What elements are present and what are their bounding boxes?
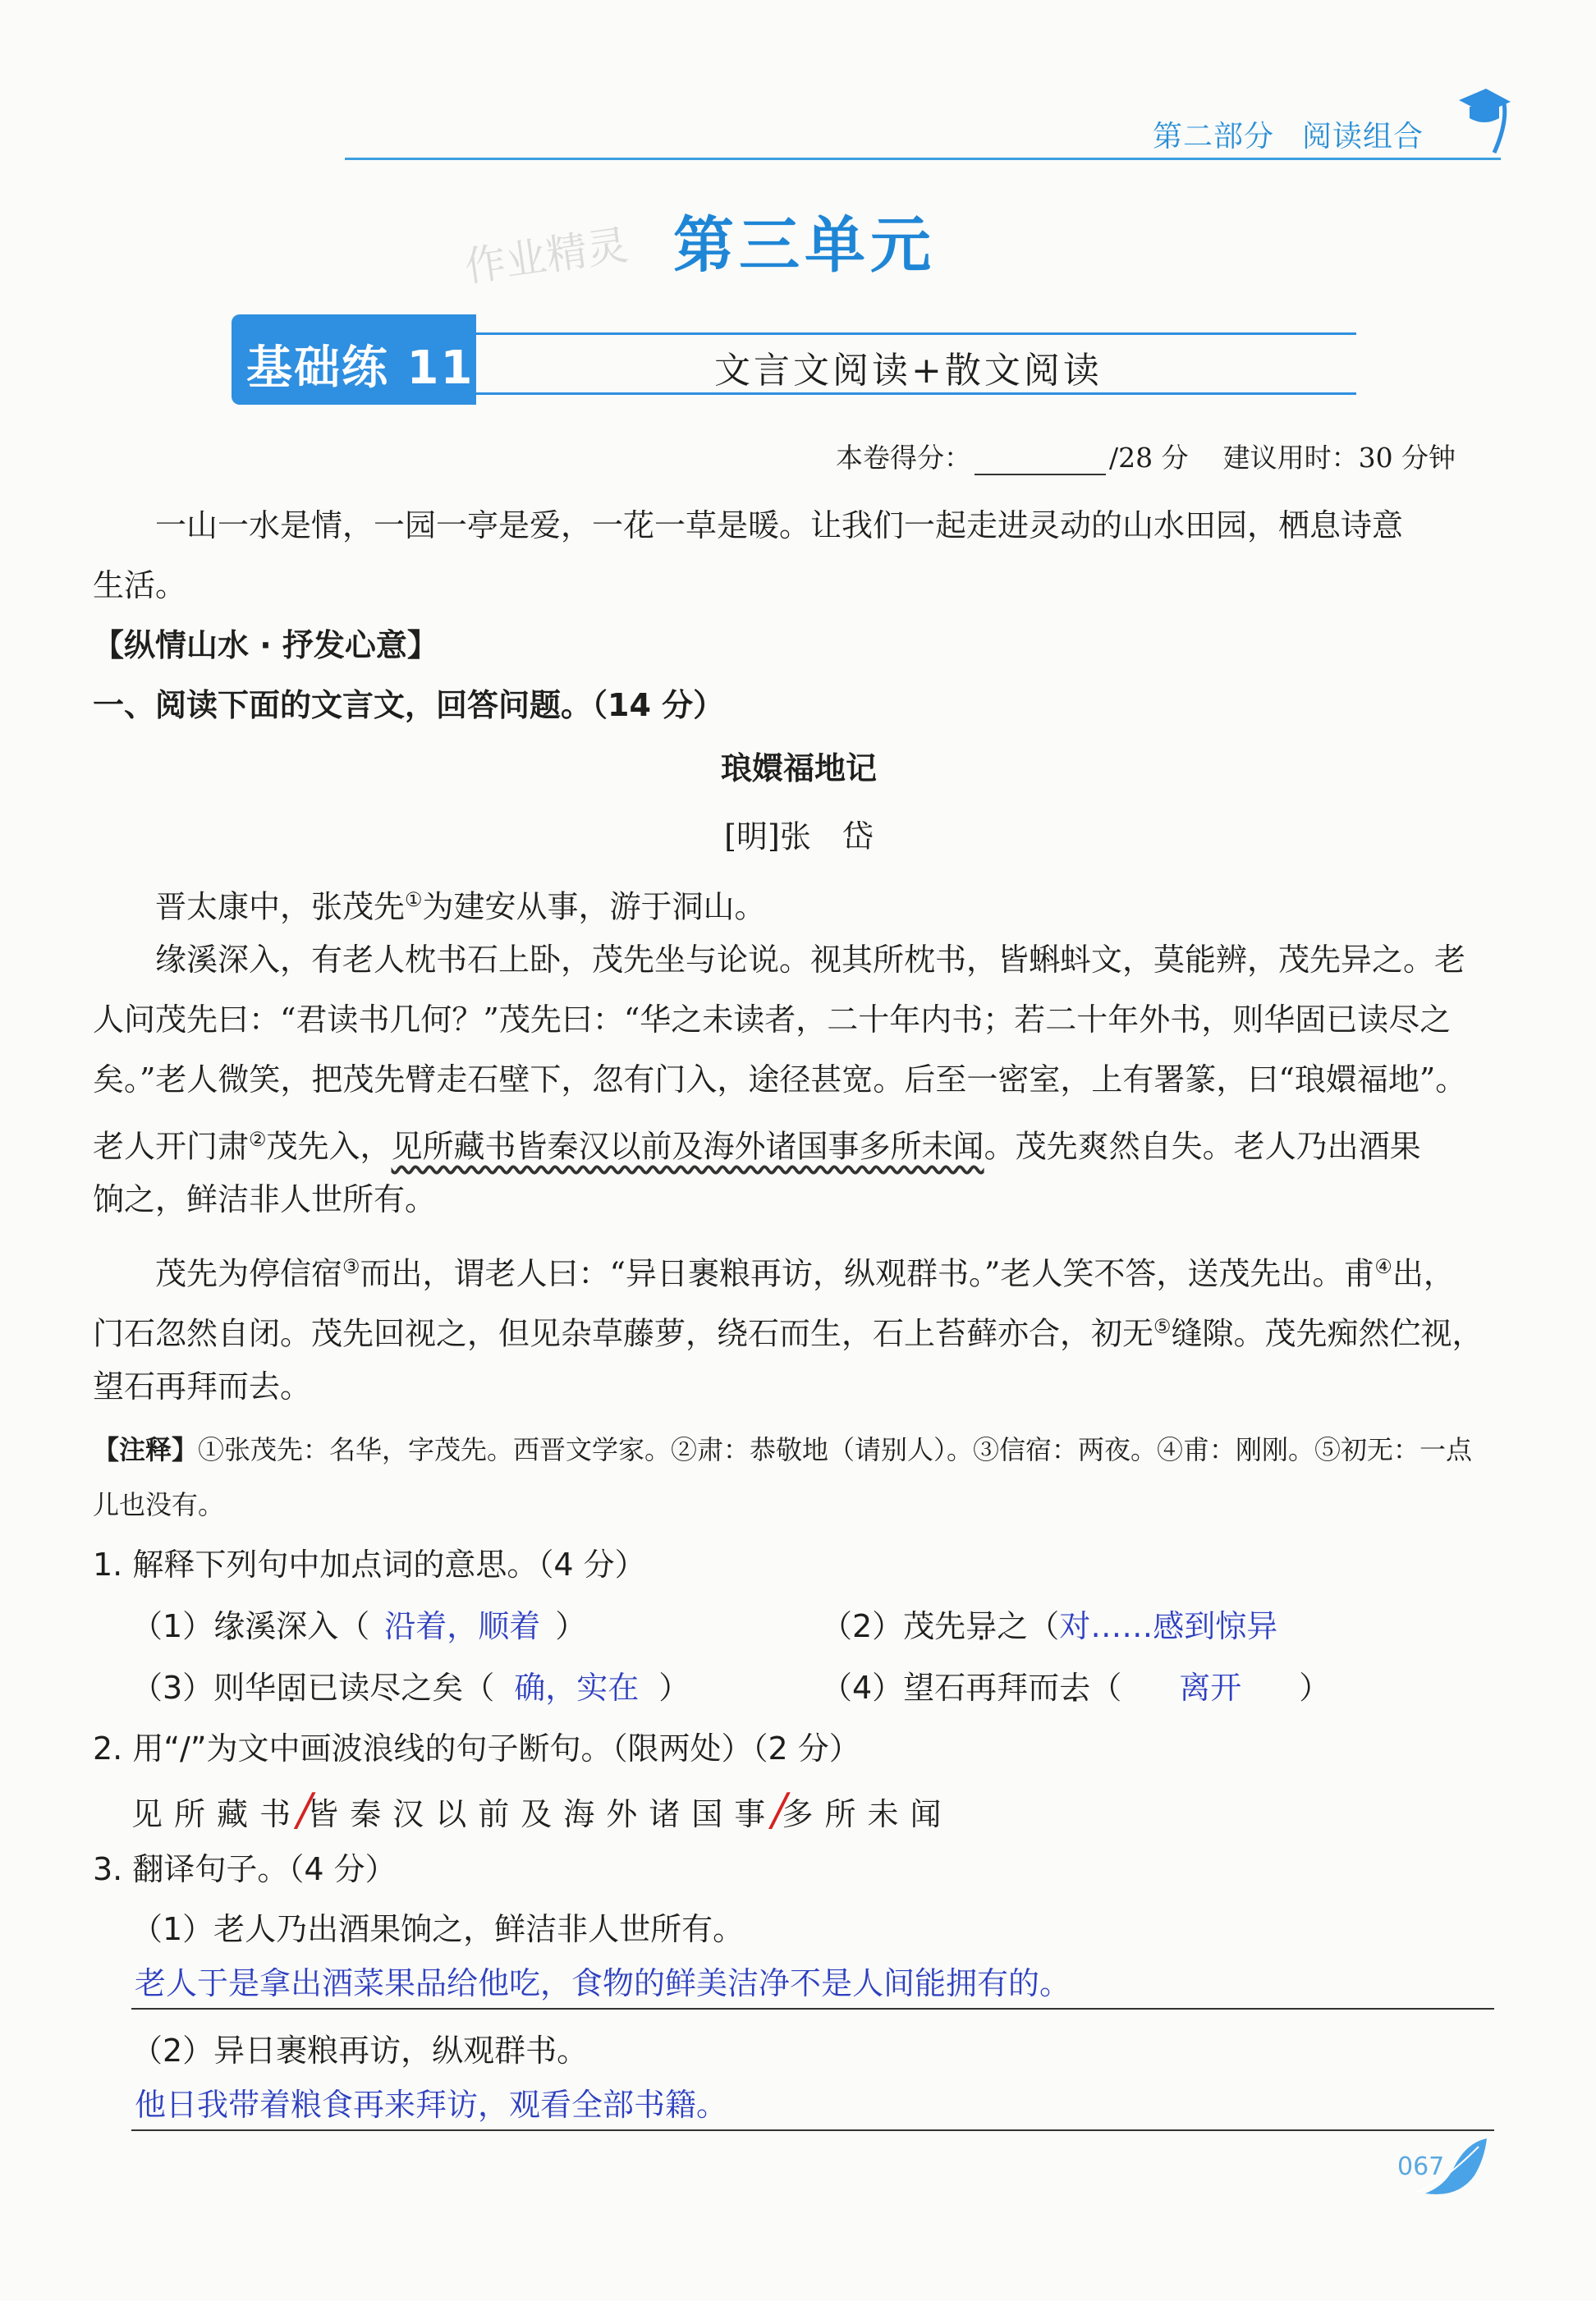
text: ） — [1299, 1670, 1331, 1706]
passage-p1 — [93, 870, 1505, 937]
dotted-char: 缘 — [213, 1608, 245, 1644]
banner-rule-top — [476, 332, 1356, 335]
answer-line-2 — [131, 2129, 1494, 2131]
passage-title: 琅嬛福地记 — [720, 750, 877, 786]
q2-sentence — [131, 1780, 1543, 1845]
notes-line-1 — [93, 1420, 1505, 1480]
text: ） — [658, 1670, 690, 1706]
text: 茂先入， — [266, 1128, 392, 1165]
watermark: 作业精灵 — [461, 221, 631, 291]
header-breadcrumb — [1125, 113, 1424, 155]
header-part: 第二部分 — [1152, 120, 1274, 154]
score-line — [836, 437, 1456, 475]
text: 已读尽之矣（ — [307, 1670, 495, 1706]
text: （1） — [131, 1608, 214, 1644]
score-total: /28 分 — [1109, 442, 1189, 474]
q1-answer-2: 对……感到惊异 — [1059, 1608, 1278, 1644]
note-ref: ④ — [1374, 1255, 1392, 1278]
question-heading: 一、阅读下面的文言文，回答问题。（14 分） — [93, 687, 725, 723]
passage-author: [明]张 岱 — [724, 818, 874, 855]
q3-sentence-2: （2）异日裹粮再访，纵观群书。 — [131, 2033, 589, 2069]
text: 出， — [1392, 1255, 1455, 1292]
answer-line-1 — [131, 2008, 1494, 2010]
text: 晋太康中，张茂先 — [155, 888, 406, 925]
passage-p2-line1: 缘溪深入，有老人枕书石上卧，茂先坐与论说。视其所枕书，皆蝌蚪文，莫能辨，茂先异之。老 — [155, 942, 1466, 978]
notes-line-2: 儿也没有。 — [93, 1489, 225, 1520]
dotted-char: 去 — [1059, 1670, 1091, 1706]
practice-subtitle: 文言文阅读+散文阅读 — [714, 350, 1103, 392]
text: （2）茂先 — [821, 1608, 966, 1644]
text: （ — [1090, 1670, 1122, 1706]
q2-stem: 2. 用“/”为文中画波浪线的句子断句。（限两处）（2 分） — [93, 1730, 860, 1767]
passage-p2-line5: 饷之，鲜洁非人世所有。 — [93, 1181, 437, 1217]
passage-p3-line2 — [93, 1297, 1505, 1364]
q2-segment-2: 皆秦汉以前及海外诸国事 — [307, 1796, 777, 1832]
q2-break-2: / — [772, 1784, 787, 1836]
passage-p2-line4 — [93, 1110, 1505, 1177]
text: 之（ — [997, 1608, 1060, 1644]
note-ref: ① — [405, 888, 423, 911]
wavy-underlined-sentence: 见所藏书皆秦汉以前及海外诸国事多所未闻 — [391, 1128, 984, 1165]
q1-answer-3: 确，实在 — [514, 1670, 640, 1706]
text: 老人开门肃 — [93, 1128, 250, 1165]
note-ref: ③ — [342, 1255, 360, 1278]
text: 门石忽然自闭。茂先回视之，但见杂草藤萝，绕石而生，石上苔藓亦合，初无 — [93, 1315, 1154, 1352]
score-blank[interactable] — [975, 449, 1106, 475]
q1-item-1 — [131, 1597, 788, 1657]
time-suggestion: 建议用时：30 分钟 — [1222, 442, 1456, 474]
notes-text: ①张茂先：名华，字茂先。西晋文学家。②肃：恭敬地（请别人）。③信宿：两夜。④甫：刚刚。⑤初无：一点 — [198, 1434, 1473, 1465]
practice-label: 基础练 11 — [246, 341, 475, 395]
q2-segment-3: 多所未闻 — [782, 1796, 953, 1832]
q3-answer-2: 他日我带着粮食再来拜访，观看全部书籍。 — [135, 2087, 728, 2123]
unit-title: 第三单元 — [673, 210, 936, 281]
text: 而出，谓老人曰：“异日裹粮再访，纵观群书。”老人笑不答，送茂先出。甫 — [360, 1255, 1375, 1292]
score-label: 本卷得分： — [836, 442, 971, 474]
dotted-char: 固 — [276, 1670, 308, 1706]
section-tag: 【纵情山水 · 抒发心意】 — [93, 627, 438, 663]
passage-p2-line3: 矣。”老人微笑，把茂先臂走石壁下，忽有门入，途径甚宽。后至一密室，上有署篆，曰“琅嬛福地”。 — [93, 1061, 1467, 1098]
passage-p3-line1 — [93, 1237, 1505, 1304]
q1-answer-4: 离开 — [1179, 1670, 1242, 1706]
header-section: 阅读组合 — [1301, 120, 1424, 154]
q2-break-1: / — [297, 1784, 313, 1836]
passage-p2-line2: 人问茂先曰：“君读书几何？”茂先曰：“华之未读者，二十年内书；若二十年外书，则华固已读尽之 — [93, 1002, 1452, 1038]
header-rule — [345, 158, 1501, 160]
note-ref: ⑤ — [1153, 1315, 1172, 1338]
text: 茂先为停信宿 — [155, 1255, 343, 1292]
q1-item-4 — [821, 1658, 1478, 1718]
notes-label: 【注释】 — [93, 1434, 199, 1465]
q1-item-3 — [131, 1658, 788, 1718]
text: 为建安从事，游于洞山。 — [422, 888, 766, 925]
q1-answer-1: 沿着，顺着 — [384, 1608, 541, 1644]
text: （4）望石再拜而 — [821, 1670, 1060, 1706]
q3-sentence-1: （1）老人乃出酒果饷之，鲜洁非人世所有。 — [131, 1911, 745, 1947]
intro-line-1: 一山一水是情，一园一亭是爱，一花一草是暖。让我们一起走进灵动的山水田园，栖息诗意 — [155, 507, 1404, 543]
page-number: 067 — [1397, 2152, 1445, 2181]
q3-answer-1: 老人于是拿出酒菜果品给他吃，食物的鲜美洁净不是人间能拥有的。 — [135, 1965, 1071, 2001]
text: 。茂先爽然自失。老人乃出酒果 — [984, 1128, 1421, 1165]
note-ref: ② — [249, 1128, 267, 1151]
intro-line-2: 生活。 — [93, 567, 187, 603]
dotted-char: 异 — [965, 1608, 998, 1644]
q2-segment-1: 见所藏书 — [131, 1796, 303, 1832]
graduation-cap-icon — [1455, 82, 1512, 156]
q3-stem: 3. 翻译句子。（4 分） — [93, 1851, 397, 1887]
q1-stem: 1. 解释下列句中加点词的意思。（4 分） — [93, 1547, 646, 1583]
passage-p3-line3: 望石再拜而去。 — [93, 1368, 312, 1405]
q1-item-2 — [821, 1597, 1478, 1657]
text: 缝隙。茂先痴然伫视， — [1171, 1315, 1484, 1352]
text: ） — [555, 1608, 587, 1644]
text: （3）则华 — [131, 1670, 277, 1706]
text: 溪深入（ — [245, 1608, 370, 1644]
